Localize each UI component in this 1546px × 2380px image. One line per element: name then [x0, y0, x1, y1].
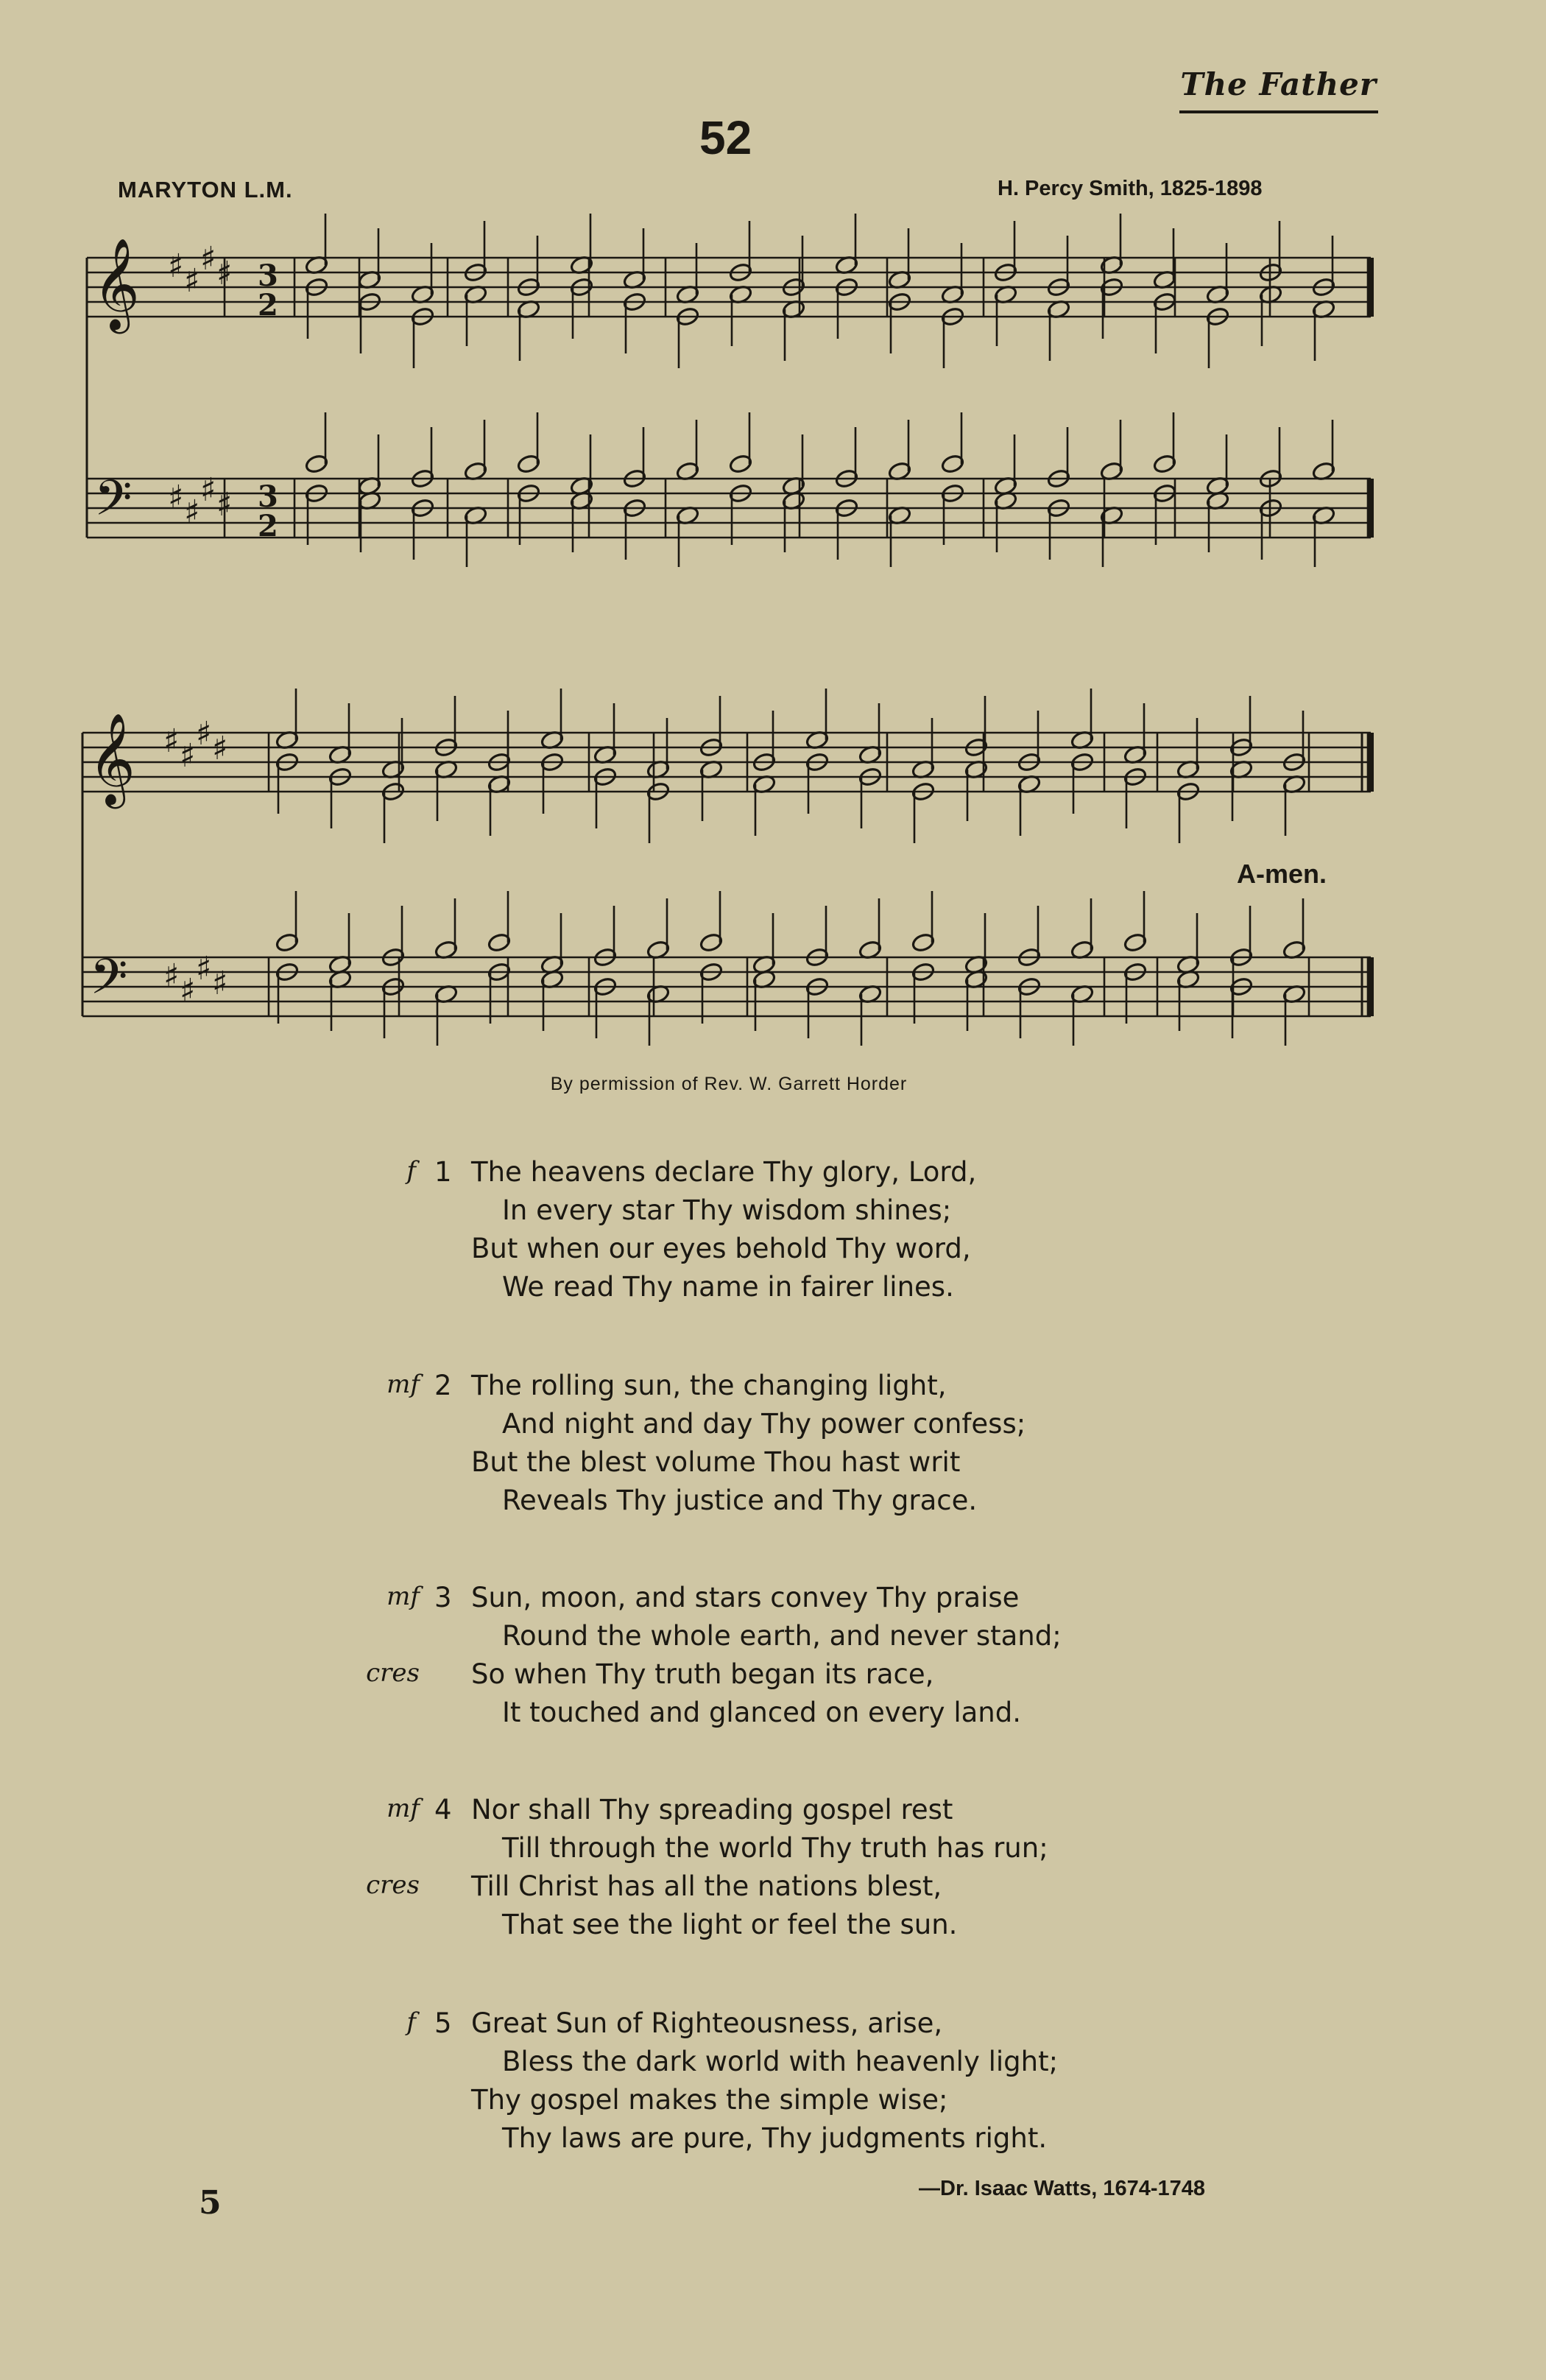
verse-line: Thy laws are pure, Thy judgments right.	[502, 2122, 1048, 2154]
verse-line: Till through the world Thy truth has run;	[502, 1832, 1048, 1864]
amen-text: A-men.	[1237, 859, 1327, 889]
sharp-sign: ♯	[163, 722, 180, 760]
verse-number: 5	[434, 2007, 452, 2039]
sharp-sign: ♯	[216, 255, 233, 292]
dynamic-mark: mf	[386, 1582, 420, 1611]
dynamic-mark: f	[406, 2007, 416, 2037]
verse-line: Round the whole earth, and never stand;	[502, 1620, 1062, 1652]
time-signature: 3	[258, 479, 278, 514]
permission-note: By permission of Rev. W. Garrett Horder	[550, 1074, 908, 1094]
sharp-sign: ♯	[196, 715, 212, 753]
sharp-sign: ♯	[200, 240, 216, 278]
verse-line: Sun, moon, and stars convey Thy praise	[471, 1582, 1020, 1613]
treble-clef: 𝄞	[88, 713, 135, 805]
time-signature: 2	[258, 288, 278, 323]
author-credit: —Dr. Isaac Watts, 1674-1748	[919, 2177, 1206, 2200]
sharp-sign: ♯	[180, 737, 196, 775]
dynamic-mark: cres	[366, 1870, 420, 1900]
verse-line: But the blest volume Thou hast writ	[471, 1446, 961, 1478]
verse-line: Great Sun of Righteousness, arise,	[471, 2007, 943, 2039]
sharp-sign: ♯	[216, 486, 233, 524]
verse-line: Bless the dark world with heavenly light;	[502, 2046, 1059, 2077]
composer: H. Percy Smith, 1825-1898	[998, 177, 1263, 200]
verse-number: 2	[434, 1370, 452, 1401]
dynamic-mark: mf	[386, 1794, 420, 1823]
bass-clef: 𝄢	[90, 948, 128, 1017]
sharp-sign: ♯	[168, 479, 184, 516]
dynamic-mark: cres	[366, 1658, 420, 1688]
dynamic-mark: mf	[386, 1370, 420, 1399]
verse-line: Reveals Thy justice and Thy grace.	[502, 1485, 978, 1516]
verse-line: The rolling sun, the changing light,	[471, 1370, 947, 1401]
time-signature: 3	[258, 258, 278, 293]
sharp-sign: ♯	[184, 262, 200, 300]
verse-line: So when Thy truth began its race,	[471, 1658, 934, 1690]
tune-name: MARYTON L.M.	[118, 177, 293, 203]
verse-line: It touched and glanced on every land.	[502, 1697, 1021, 1728]
verse-line: We read Thy name in fairer lines.	[502, 1271, 954, 1303]
verse-number: 1	[434, 1156, 452, 1188]
time-signature: 2	[258, 509, 278, 543]
page-number: 5	[199, 2184, 222, 2222]
verse-line: The heavens declare Thy glory, Lord,	[471, 1156, 977, 1188]
bass-clef: 𝄢	[94, 470, 133, 538]
sharp-sign: ♯	[180, 972, 196, 1010]
hymn-verses	[0, 1156, 1546, 2261]
section-title: The Father	[1180, 66, 1377, 102]
verse-line: But when our eyes behold Thy word,	[471, 1233, 971, 1264]
verse-line: And night and day Thy power confess;	[502, 1408, 1026, 1440]
dynamic-mark: f	[406, 1156, 416, 1186]
sharp-sign: ♯	[184, 493, 200, 531]
hymn-number: 52	[699, 111, 752, 164]
music-score	[0, 0, 1546, 1090]
verse-line: Till Christ has all the nations blest,	[471, 1870, 942, 1902]
sharp-sign: ♯	[168, 247, 184, 285]
verse-number: 4	[434, 1794, 452, 1826]
sharp-sign: ♯	[163, 957, 180, 995]
sharp-sign: ♯	[212, 730, 228, 767]
verse-number: 3	[434, 1582, 452, 1613]
verse-line: In every star Thy wisdom shines;	[502, 1194, 952, 1226]
sharp-sign: ♯	[200, 471, 216, 509]
verse-line: Thy gospel makes the simple wise;	[471, 2084, 948, 2116]
verse-line: Nor shall Thy spreading gospel rest	[471, 1794, 953, 1826]
sharp-sign: ♯	[196, 950, 212, 987]
treble-clef: 𝄞	[93, 238, 140, 330]
sharp-sign: ♯	[212, 965, 228, 1002]
verse-line: That see the light or feel the sun.	[502, 1909, 958, 1940]
